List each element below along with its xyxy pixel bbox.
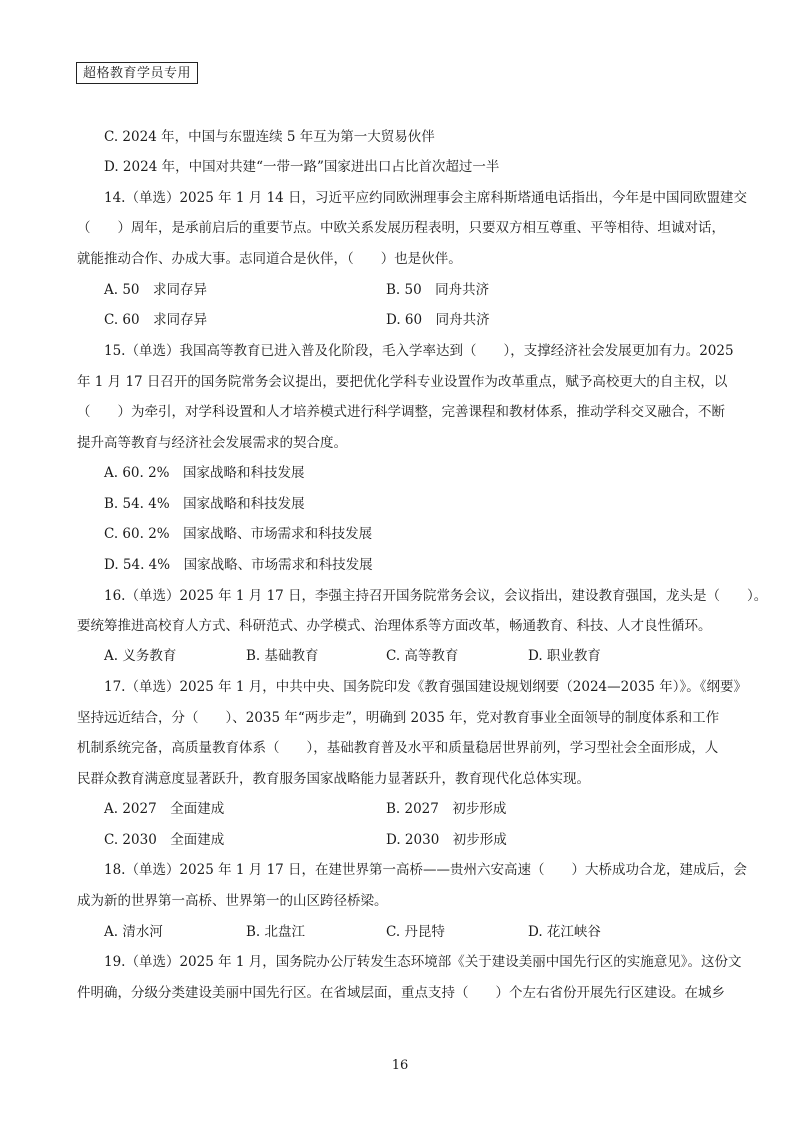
q17-stem-line-2: 坚持远近结合，分（ ）、2035 年“两步走”，明确到 2035 年，党对教育事业全面领导的制度体系和工作 <box>77 710 720 726</box>
q19-stem-line-1: 19.（单选）2025 年 1 月，国务院办公厅转发生态环境部《关于建设美丽中国先行区的实施意见》。这份文 <box>104 954 742 970</box>
q19-stem-line-2: 件明确，分级分类建设美丽中国先行区。在省域层面，重点支持（ ）个左右省份开展先行区建设。在城乡 <box>77 985 725 1001</box>
q18-option-b: B. 北盘江 <box>246 924 306 940</box>
q15-option-d: D. 54. 4% 国家战略、市场需求和科技发展 <box>104 557 373 573</box>
q18-stem-line-1: 18.（单选）2025 年 1 月 17 日，在建世界第一高桥——贵州六安高速（ ）大桥成功合龙，建成后，会 <box>104 862 748 878</box>
q16-option-d: D. 职业教育 <box>528 648 601 664</box>
q17-option-a: A. 2027 全面建成 <box>104 801 225 817</box>
q15-stem-line-1: 15.（单选）我国高等教育已进入普及化阶段，毛入学率达到（ ），支撑经济社会发展更加有力。2025 <box>104 343 734 359</box>
q15-option-c: C. 60. 2% 国家战略、市场需求和科技发展 <box>104 526 373 542</box>
q15-option-b: B. 54. 4% 国家战略和科技发展 <box>104 496 305 512</box>
page-number: 16 <box>391 1058 409 1073</box>
q14-stem-line-1: 14.（单选）2025 年 1 月 14 日，习近平应约同欧洲理事会主席科斯塔通电话指出，今年是中国同欧盟建交 <box>104 190 748 206</box>
q15-stem-line-3: （ ）为牵引，对学科设置和人才培养模式进行科学调整，完善课程和教材体系，推动学科交叉融合，不断 <box>77 404 725 420</box>
q18-option-d: D. 花江峡谷 <box>528 924 601 940</box>
q16-option-a: A. 义务教育 <box>104 648 177 664</box>
q16-stem-line-1: 16.（单选）2025 年 1 月 17 日，李强主持召开国务院常务会议，会议指出，建设教育强国，龙头是（ ）。 <box>104 588 768 604</box>
q18-stem-line-2: 成为新的世界第一高桥、世界第一的山区跨径桥梁。 <box>77 893 388 909</box>
q14-option-d: D. 60 同舟共济 <box>386 312 490 328</box>
q14-stem-line-2: （ ）周年，是承前启后的重要节点。中欧关系发展历程表明，只要双方相互尊重、平等相待、坦诚对话， <box>77 220 725 236</box>
q17-stem-line-1: 17.（单选）2025 年 1 月，中共中央、国务院印发《教育强国建设规划纲要（2024—2035 年）》。《纲要》 <box>104 679 748 695</box>
q17-option-c: C. 2030 全面建成 <box>104 832 225 848</box>
header-label: 超格教育学员专用 <box>76 62 198 84</box>
q14-option-b: B. 50 同舟共济 <box>386 282 490 298</box>
q18-option-a: A. 清水河 <box>104 924 163 940</box>
q14-option-c: C. 60 求同存异 <box>104 312 208 328</box>
q13-option-c: C. 2024 年，中国与东盟连续 5 年互为第一大贸易伙伴 <box>104 129 435 145</box>
q13-option-d: D. 2024 年，中国对共建“一带一路”国家进出口占比首次超过一半 <box>104 159 500 175</box>
q18-option-c: C. 丹昆特 <box>386 924 445 940</box>
q16-option-c: C. 高等教育 <box>386 648 459 664</box>
q17-stem-line-3: 机制系统完备，高质量教育体系（ ），基础教育普及水平和质量稳居世界前列，学习型社会全面形成，人 <box>77 740 719 756</box>
q15-option-a: A. 60. 2% 国家战略和科技发展 <box>104 465 305 481</box>
q14-option-a: A. 50 求同存异 <box>104 282 208 298</box>
q15-stem-line-2: 年 1 月 17 日召开的国务院常务会议提出，要把优化学科专业设置作为改革重点，赋予高校更大的自主权，以 <box>77 374 728 390</box>
q16-stem-line-2: 要统筹推进高校育人方式、科研范式、办学模式、治理体系等方面改革，畅通教育、科技、人才良性循环。 <box>77 618 712 634</box>
q15-stem-line-4: 提升高等教育与经济社会发展需求的契合度。 <box>77 435 347 451</box>
q17-option-d: D. 2030 初步形成 <box>386 832 507 848</box>
q17-option-b: B. 2027 初步形成 <box>386 801 507 817</box>
q14-stem-line-3: 就能推动合作、办成大事。志同道合是伙伴，（ ）也是伙伴。 <box>77 251 462 267</box>
q17-stem-line-4: 民群众教育满意度显著跃升，教育服务国家战略能力显著跃升，教育现代化总体实现。 <box>77 771 590 787</box>
q16-option-b: B. 基础教育 <box>246 648 319 664</box>
